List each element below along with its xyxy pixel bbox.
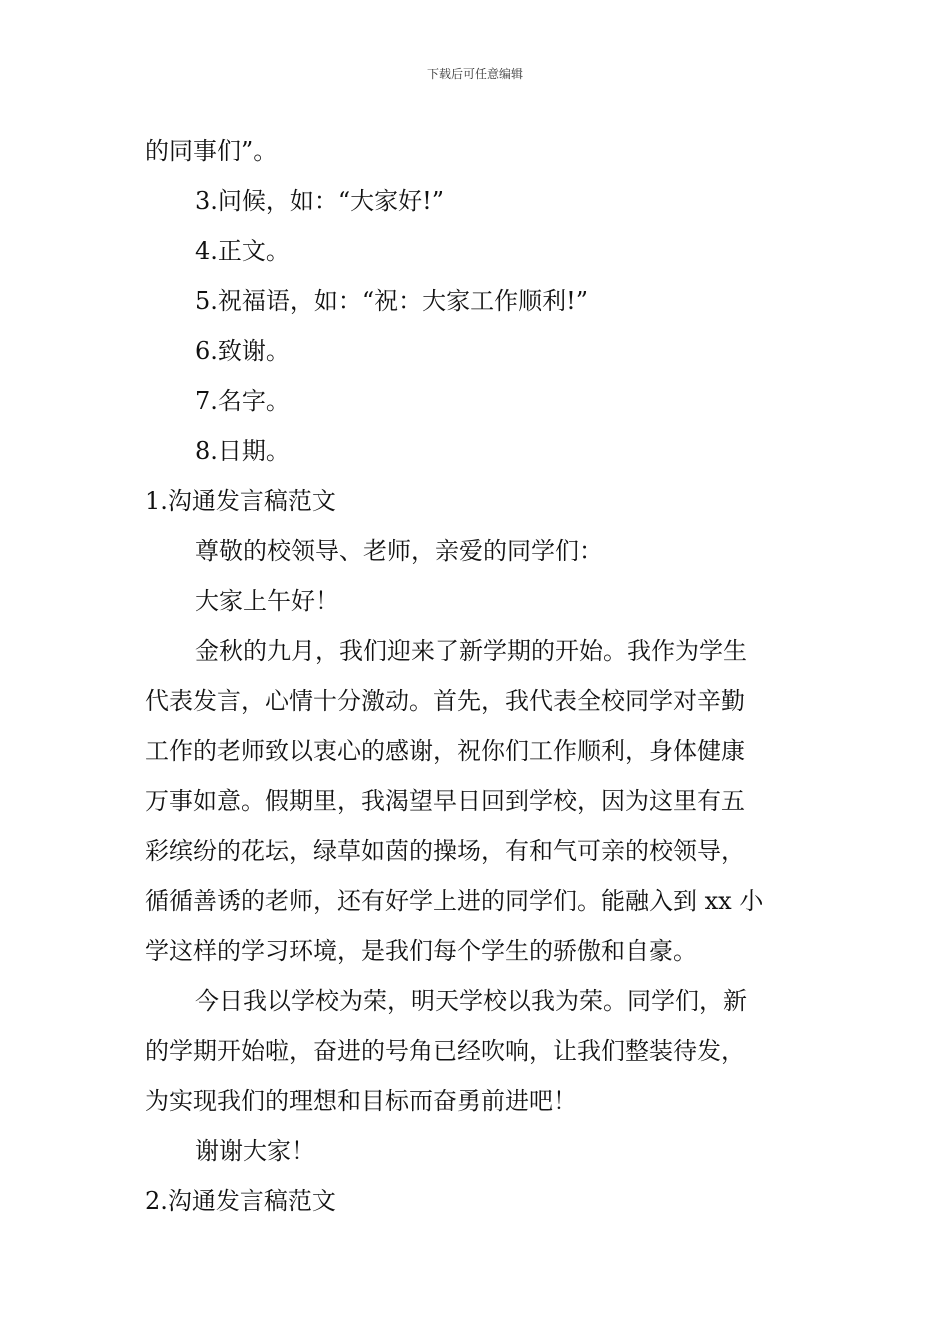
text-line: 的同事们”。 — [145, 137, 278, 165]
text-line: 1.沟通发言稿范文 — [145, 487, 336, 515]
text-line: 学这样的学习环境，是我们每个学生的骄傲和自豪。 — [145, 937, 697, 965]
text-line: 代表发言，心情十分激动。首先，我代表全校同学对辛勤 — [145, 687, 745, 715]
text-line: 金秋的九月，我们迎来了新学期的开始。我作为学生 — [195, 637, 747, 665]
text-line: 4.正文。 — [195, 237, 290, 265]
text-line: 为实现我们的理想和目标而奋勇前进吧！ — [145, 1087, 577, 1115]
text-line: 2.沟通发言稿范文 — [145, 1187, 336, 1215]
text-line: 循循善诱的老师，还有好学上进的同学们。能融入到 xx 小 — [145, 887, 764, 915]
document-body — [145, 126, 810, 1226]
text-line: 彩缤纷的花坛，绿草如茵的操场，有和气可亲的校领导， — [145, 837, 745, 865]
page-header: 下载后可任意编辑 — [426, 67, 523, 81]
text-line: 万事如意。假期里，我渴望早日回到学校，因为这里有五 — [145, 787, 745, 815]
text-line: 5.祝福语，如：“祝：大家工作顺利!” — [195, 287, 589, 315]
text-line: 6.致谢。 — [195, 337, 290, 365]
text-line: 3.问候，如：“大家好!” — [195, 187, 445, 215]
text-line: 工作的老师致以衷心的感谢，祝你们工作顺利，身体健康 — [145, 737, 745, 765]
text-line: 大家上午好！ — [195, 587, 339, 615]
text-line: 今日我以学校为荣，明天学校以我为荣。同学们，新 — [195, 987, 747, 1015]
text-line: 尊敬的校领导、老师，亲爱的同学们： — [195, 537, 603, 565]
text-line: 8.日期。 — [195, 437, 290, 465]
text-line: 的学期开始啦，奋进的号角已经吹响，让我们整装待发， — [145, 1037, 745, 1065]
text-line: 7.名字。 — [195, 387, 290, 415]
text-line: 谢谢大家！ — [195, 1137, 315, 1165]
